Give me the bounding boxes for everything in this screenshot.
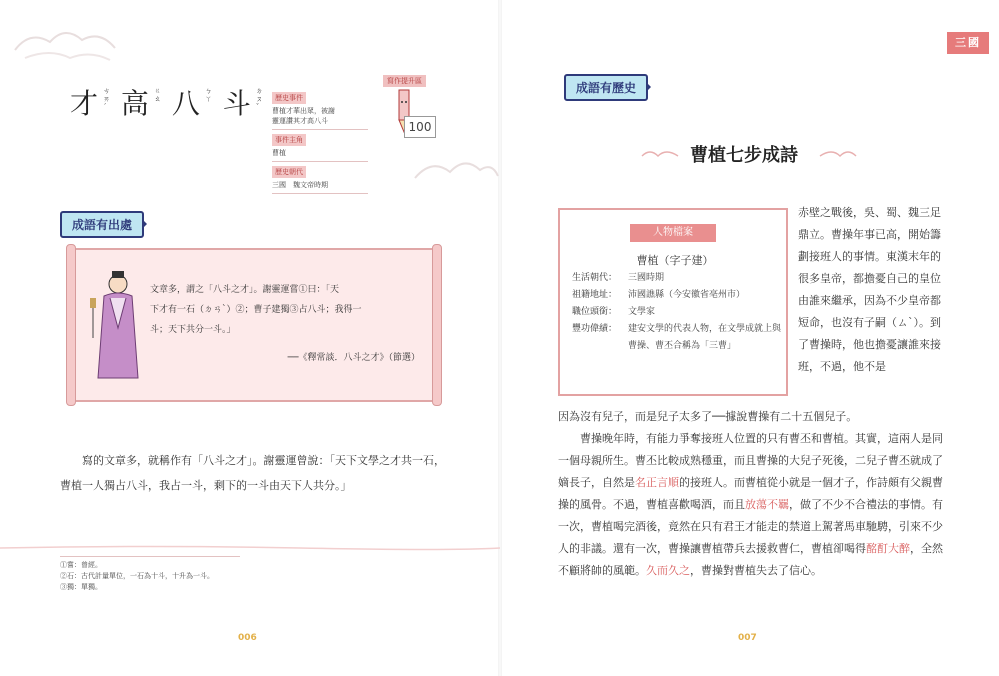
profile-row: 生活朝代： 三國時期 — [572, 273, 665, 283]
profile-header: 人物檔案 — [630, 224, 716, 242]
highlight-idiom: 酩酊大醉 — [866, 542, 910, 555]
cloud-ornament — [818, 146, 858, 162]
story-paragraph: 因為沒有兒子，而是兒子太多了──據說曹操有二十五個兒子。 — [558, 410, 858, 423]
right-page — [500, 0, 999, 676]
page-number: 006 — [238, 633, 257, 643]
score-badge: 100 — [404, 116, 436, 138]
idiom-title — [70, 82, 263, 122]
title-char: 八 ㄅㄚ — [171, 87, 212, 120]
profile-rows — [572, 270, 782, 355]
highlight-idiom: 放蕩不羈 — [745, 498, 789, 511]
explanation-text: 寫的文章多，就稱作有「八斗之才」。謝靈運曾說：「天下文學之才共一石，曹植一人獨占八斗，我占一斗，剩下的一斗由天下人共分。」 — [60, 454, 445, 492]
info-value: 曹植 — [272, 148, 368, 162]
info-tag: 歷史朝代 — [272, 166, 306, 178]
story-paragraph: 曹操晚年時，有能力爭奪接班人位置的只有曹丕和曹植。其實，這兩人是同一個母親所生。曹丕比較成熟穩重，而且曹操的大兒子死後，二兒子曹丕就成了嫡長子，自然是名正言順的接班人。而曹植從小就是一個才子，作詩頗有父親曹操的風骨。不過，曹植喜歡喝酒，而且放蕩不羈，做了不少不合禮法的事情。有一次，曹植喝完酒後，竟然在只有君王才能走的禁道上駕著馬車馳騁，引來不少人的非議。還有一次，曹操讓曹植帶兵去援救曹仁，曹植卻喝得酩酊大醉，全然不顧將帥的風範。久而久之，曹操對曹植失去了信心。 — [558, 432, 943, 577]
info-value: 三國 魏文帝時期 — [272, 180, 368, 194]
story-title: 曹植七步成詩 — [690, 145, 798, 166]
profile-name: 曹植（字子建） — [636, 254, 714, 267]
footnote: ②石：古代計量單位，一石為十斗，十升為一斗。 — [60, 572, 214, 580]
footnotes — [60, 556, 240, 593]
cloud-ornament — [640, 146, 680, 162]
highlight-idiom: 久而久之 — [646, 564, 690, 577]
profile-row: 豐功偉績： 建安文學的代表人物，在文學成就上與曹操、曹丕合稱為「三曹」 — [572, 324, 782, 351]
info-value: 曹植才華出眾，被謝 靈運讚其才高八斗 — [272, 106, 368, 130]
info-tag: 事件主角 — [272, 134, 306, 146]
source-section-tag: 成語有出處 — [60, 211, 144, 238]
scholar-illustration — [86, 268, 146, 388]
info-tag: 歷史事件 — [272, 92, 306, 104]
highlight-idiom: 名正言順 — [635, 476, 679, 489]
idiom-info-box — [272, 92, 368, 198]
divider-line — [0, 545, 500, 551]
cloud-ornament — [410, 150, 500, 190]
classical-quote — [150, 280, 420, 340]
footnote: ③獨：單獨。 — [60, 583, 102, 591]
history-section-tag: 成語有歷史 — [564, 74, 648, 101]
footnote: ①嘗：曾經。 — [60, 561, 102, 569]
region-tab: 三國 — [947, 32, 989, 54]
scroll-rod — [66, 244, 76, 406]
cloud-ornament — [10, 20, 120, 64]
quote-line: 斗；天下共分一斗。」 — [150, 325, 236, 335]
page-number: 007 — [738, 633, 757, 643]
quote-line: 下才有一石（ㄉㄢˋ）②；曹子建獨③占八斗；我得一 — [150, 305, 362, 315]
character-profile-card — [558, 208, 788, 396]
story-paragraph-start: 赤壁之戰後，吳、蜀、魏三足鼎立。曹操年事已高，開始籌劃接班人的事情。東漢末年的很多皇帝，都擔憂自己的皇位由誰來繼承，因為不少皇帝都短命，也沒有子嗣（ㄙˋ）。到了曹操時，他也擔憂讓誰來接班，不過，他不是 — [798, 206, 941, 373]
writing-upgrade-tag: 寫作提升區 — [383, 75, 426, 87]
title-char: 斗 ㄉㄡˇ — [222, 87, 263, 120]
profile-row: 職位頭銜： 文學家 — [572, 307, 656, 317]
quote-source: ──《釋常談．八斗之才》（節選） — [287, 353, 420, 363]
scroll-rod — [432, 244, 442, 406]
story-body — [558, 406, 948, 582]
profile-row: 祖籍地址： 沛國譙縣（今安徽省亳州市） — [572, 290, 746, 300]
title-char: 高 ㄍㄠ — [120, 87, 161, 120]
title-char: 才 ㄘㄞˊ — [70, 87, 111, 120]
quote-line: 文章多，謂之「八斗之才」。謝靈運嘗①曰：「天 — [150, 285, 340, 295]
